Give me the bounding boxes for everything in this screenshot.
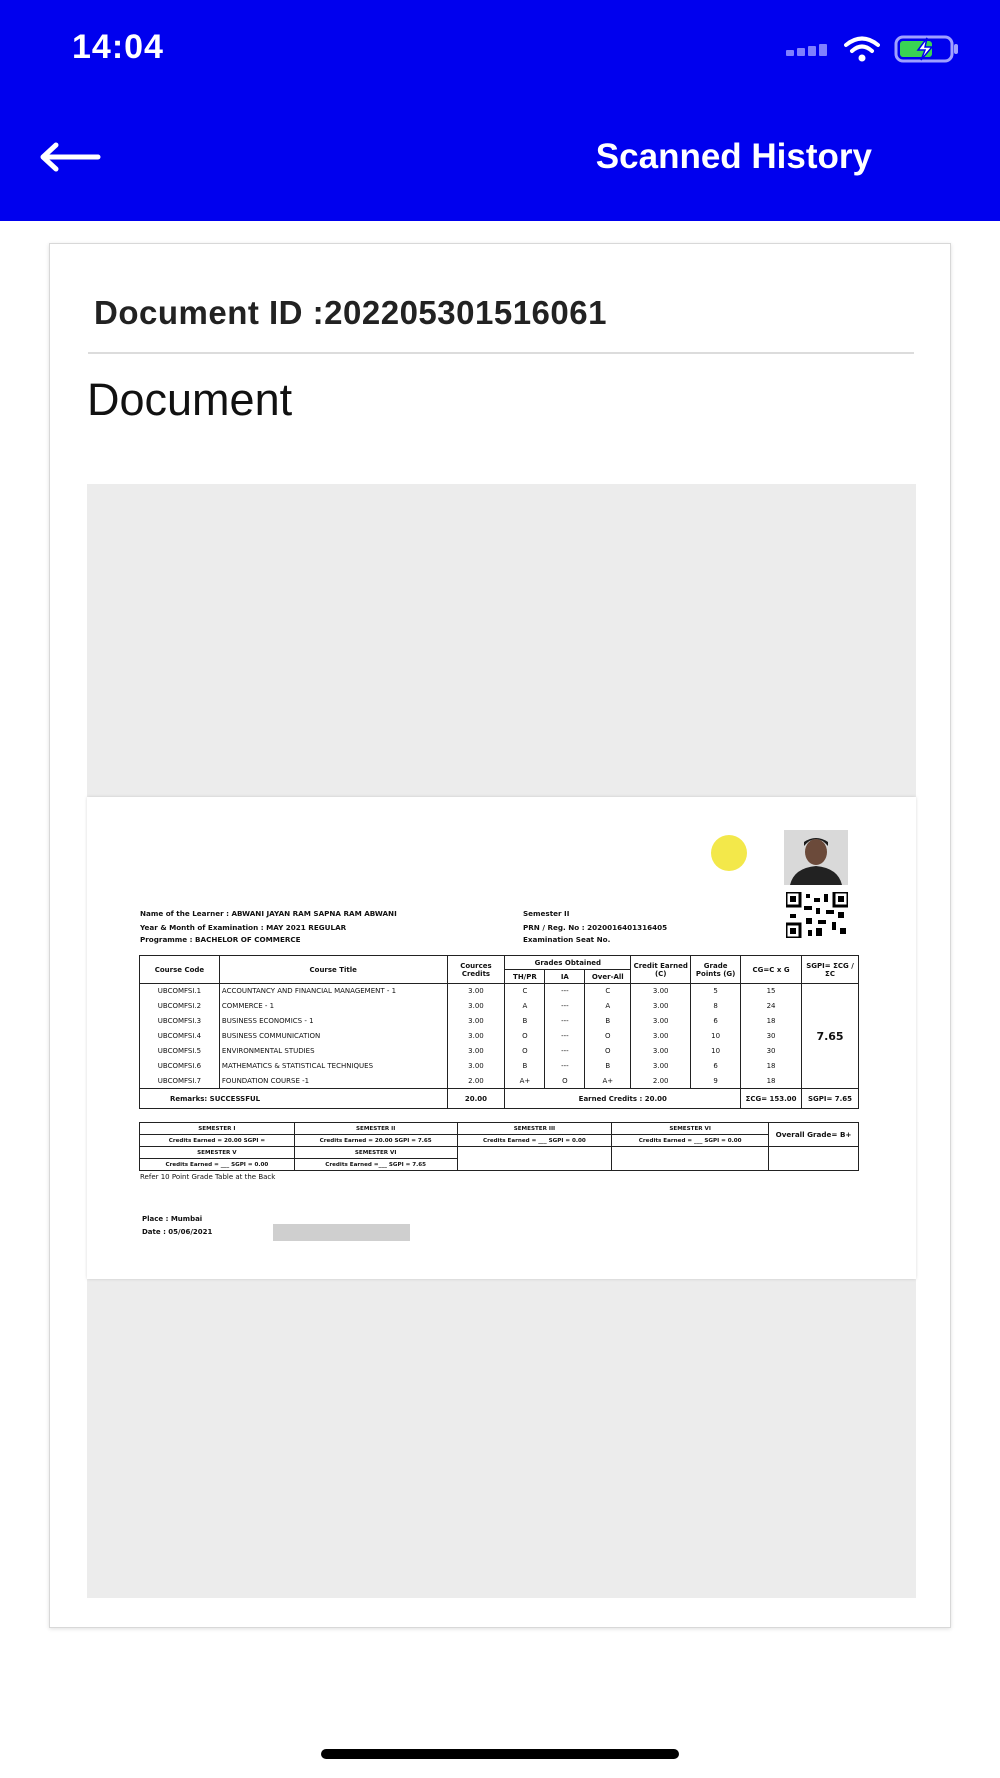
grade-ia: ---	[545, 984, 585, 999]
header-credit-earned: Credit Earned (C)	[631, 956, 691, 984]
cg-value: 24	[741, 999, 802, 1014]
course-code: UBCOMFSI.7	[140, 1074, 220, 1089]
grade-overall: B	[585, 1014, 631, 1029]
grade-ia: O	[545, 1074, 585, 1089]
grade-points: 10	[691, 1044, 741, 1059]
header-sgpi: SGPI= ΣCG / ΣC	[802, 956, 859, 984]
credit-earned: 3.00	[631, 984, 691, 999]
course-title: BUSINESS ECONOMICS - 1	[219, 1014, 447, 1029]
cg-value: 18	[741, 1059, 802, 1074]
remarks: Remarks: SUCCESSFUL	[140, 1089, 448, 1109]
course-code: UBCOMFSI.1	[140, 984, 220, 999]
grade-overall: A+	[585, 1074, 631, 1089]
table-row	[140, 1059, 859, 1074]
sem6-detail: Credits Earned =___ SGPI = 7.65	[294, 1159, 457, 1171]
sem3-detail: Credits Earned = ___ SGPI = 0.00	[457, 1135, 612, 1147]
grade-ia: ---	[545, 1044, 585, 1059]
learner-name: Name of the Learner : ABWANI JAYAN RAM SAPNA RAM ABWANI	[140, 909, 397, 918]
wifi-icon	[844, 36, 880, 62]
grade-th-pr: B	[505, 1014, 545, 1029]
prn-number: PRN / Reg. No : 2020016401316405	[523, 923, 668, 932]
marksheet-page	[87, 797, 916, 1279]
grade-ia: ---	[545, 1029, 585, 1044]
cg-value: 15	[741, 984, 802, 999]
grade-table-note: Refer 10 Point Grade Table at the Back	[140, 1173, 276, 1181]
status-time: 14:04	[72, 28, 164, 66]
university-logo	[711, 835, 747, 871]
sum-cg: ΣCG= 153.00	[741, 1089, 802, 1109]
exam-month: Year & Month of Examination : MAY 2021 REGULAR	[140, 923, 347, 932]
seat-number: Examination Seat No.	[523, 935, 611, 944]
course-credits: 3.00	[447, 984, 505, 999]
document-card	[49, 243, 951, 1628]
course-credits: 2.00	[447, 1074, 505, 1089]
course-code: UBCOMFSI.6	[140, 1059, 220, 1074]
total-credits: 20.00	[447, 1089, 505, 1109]
grade-overall: C	[585, 984, 631, 999]
course-credits: 3.00	[447, 1059, 505, 1074]
header-grade-points: Grade Points (G)	[691, 956, 741, 984]
course-title: MATHEMATICS & STATISTICAL TECHNIQUES	[219, 1059, 447, 1074]
grade-th-pr: O	[505, 1029, 545, 1044]
sem5-detail: Credits Earned = ___ SGPI = 0.00	[140, 1159, 295, 1171]
signature-block	[273, 1224, 410, 1241]
sem3-title: SEMESTER III	[457, 1123, 612, 1135]
overall-grade: Overall Grade= B+	[769, 1123, 859, 1147]
home-indicator[interactable]	[321, 1749, 679, 1759]
course-code: UBCOMFSI.4	[140, 1029, 220, 1044]
grade-ia: ---	[545, 1014, 585, 1029]
divider	[88, 352, 914, 354]
grade-ia: ---	[545, 999, 585, 1014]
grade-points: 9	[691, 1074, 741, 1089]
header-course-title: Course Title	[219, 956, 447, 984]
totals-row	[140, 1089, 859, 1109]
grade-points: 8	[691, 999, 741, 1014]
sem4-detail: Credits Earned = ___ SGPI = 0.00	[612, 1135, 769, 1147]
course-code: UBCOMFSI.3	[140, 1014, 220, 1029]
table-row	[140, 1014, 859, 1029]
grade-th-pr: C	[505, 984, 545, 999]
marks-table	[139, 955, 859, 1109]
app-header	[0, 0, 1000, 221]
header-cg: CG=C x G	[741, 956, 802, 984]
sem5-title: SEMESTER V	[140, 1147, 295, 1159]
credit-earned: 3.00	[631, 1014, 691, 1029]
grade-overall: O	[585, 1029, 631, 1044]
cg-value: 30	[741, 1029, 802, 1044]
credit-earned: 3.00	[631, 1029, 691, 1044]
cg-value: 18	[741, 1014, 802, 1029]
document-viewer[interactable]	[87, 484, 916, 1598]
sgpi-value: 7.65	[802, 984, 859, 1089]
student-photo	[784, 830, 848, 885]
header-ia: IA	[545, 970, 585, 984]
course-code: UBCOMFSI.2	[140, 999, 220, 1014]
page-title: Scanned History	[595, 137, 872, 176]
header-course-credits: Cources Credits	[447, 956, 505, 984]
status-icons	[786, 34, 960, 64]
grade-overall: O	[585, 1044, 631, 1059]
grade-points: 5	[691, 984, 741, 999]
header-grades-obtained: Grades Obtained	[505, 956, 631, 970]
back-arrow-icon[interactable]	[38, 140, 102, 174]
credit-earned: 3.00	[631, 1044, 691, 1059]
grade-th-pr: B	[505, 1059, 545, 1074]
sem1-detail: Credits Earned = 20.00 SGPI =	[140, 1135, 295, 1147]
cellular-signal-icon	[786, 41, 830, 57]
cg-value: 18	[741, 1074, 802, 1089]
course-title: ENVIRONMENTAL STUDIES	[219, 1044, 447, 1059]
qr-code	[786, 892, 848, 938]
semester-table	[139, 1122, 859, 1171]
grade-overall: B	[585, 1059, 631, 1074]
sem1-title: SEMESTER I	[140, 1123, 295, 1135]
credit-earned: 3.00	[631, 999, 691, 1014]
course-credits: 3.00	[447, 1044, 505, 1059]
grade-points: 6	[691, 1059, 741, 1074]
table-row	[140, 984, 859, 999]
date: Date : 05/06/2021	[142, 1228, 213, 1236]
sem2-detail: Credits Earned = 20.00 SGPI = 7.65	[294, 1135, 457, 1147]
cg-value: 30	[741, 1044, 802, 1059]
course-title: COMMERCE - 1	[219, 999, 447, 1014]
course-title: BUSINESS COMMUNICATION	[219, 1029, 447, 1044]
sem2-title: SEMESTER II	[294, 1123, 457, 1135]
place: Place : Mumbai	[142, 1215, 203, 1223]
table-row	[140, 1074, 859, 1089]
grade-points: 10	[691, 1029, 741, 1044]
course-code: UBCOMFSI.5	[140, 1044, 220, 1059]
sem4-title: SEMESTER VI	[612, 1123, 769, 1135]
header-course-code: Course Code	[140, 956, 220, 984]
programme: Programme : BACHELOR OF COMMERCE	[140, 935, 301, 944]
document-id: Document ID :202205301516061	[94, 294, 607, 331]
table-row	[140, 1044, 859, 1059]
sem6-title: SEMESTER VI	[294, 1147, 457, 1159]
grade-ia: ---	[545, 1059, 585, 1074]
header-overall: Over-All	[585, 970, 631, 984]
grade-overall: A	[585, 999, 631, 1014]
grade-th-pr: A	[505, 999, 545, 1014]
credit-earned: 2.00	[631, 1074, 691, 1089]
grade-points: 6	[691, 1014, 741, 1029]
table-row	[140, 999, 859, 1014]
course-title: FOUNDATION COURSE -1	[219, 1074, 447, 1089]
table-row	[140, 1029, 859, 1044]
earned-credits: Earned Credits : 20.00	[505, 1089, 741, 1109]
semester: Semester II	[523, 909, 570, 918]
course-title: ACCOUNTANCY AND FINANCIAL MANAGEMENT - 1	[219, 984, 447, 999]
course-credits: 3.00	[447, 999, 505, 1014]
course-credits: 3.00	[447, 1029, 505, 1044]
grade-th-pr: O	[505, 1044, 545, 1059]
grade-th-pr: A+	[505, 1074, 545, 1089]
battery-charging-icon	[894, 34, 960, 64]
course-credits: 3.00	[447, 1014, 505, 1029]
header-th-pr: TH/PR	[505, 970, 545, 984]
sgpi-total: SGPI= 7.65	[802, 1089, 859, 1109]
credit-earned: 3.00	[631, 1059, 691, 1074]
document-heading: Document	[87, 374, 293, 425]
